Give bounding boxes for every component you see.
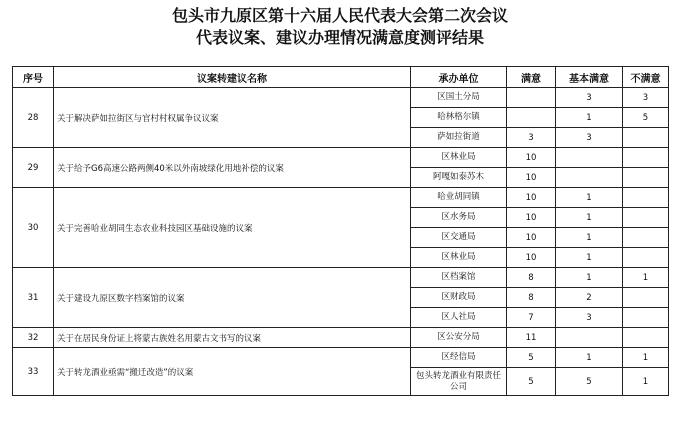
unsatisfied-count: 1: [623, 368, 669, 396]
satisfied-count: 5: [507, 368, 556, 396]
handling-unit: 区档案馆: [411, 268, 507, 288]
satisfied-count: 8: [507, 288, 556, 308]
handling-unit: 哈业胡同镇: [411, 188, 507, 208]
page-title-line2: 代表议案、建议办理情况满意度测评结果: [195, 28, 484, 47]
satisfied-count: [507, 88, 556, 108]
satisfied-count: [507, 108, 556, 128]
unsatisfied-count: [623, 288, 669, 308]
basic-count: 1: [556, 268, 623, 288]
basic-count: 3: [556, 88, 623, 108]
table-row: [13, 88, 669, 108]
proposal-name: 关于解决萨如拉街区与官村村权属争议议案: [54, 88, 411, 148]
satisfied-count: 10: [507, 148, 556, 168]
satisfied-count: 3: [507, 128, 556, 148]
handling-unit: 萨如拉街道: [411, 128, 507, 148]
table-row: [13, 268, 669, 288]
handling-unit: 区公安分局: [411, 328, 507, 348]
basic-count: 1: [556, 208, 623, 228]
handling-unit: 哈林格尔镇: [411, 108, 507, 128]
unsatisfied-count: [623, 228, 669, 248]
row-number: 31: [13, 268, 54, 328]
table-header-row: [13, 67, 669, 88]
page-title-line1: 包头市九原区第十六届人民代表大会第二次会议: [171, 6, 508, 25]
table-row: [13, 328, 669, 348]
proposal-name: 关于建设九原区数字档案馆的议案: [54, 268, 411, 328]
header-satisfied: 满意: [507, 67, 556, 88]
basic-count: 5: [556, 368, 623, 396]
table-row: [13, 348, 669, 368]
basic-count: 1: [556, 228, 623, 248]
satisfied-count: 10: [507, 188, 556, 208]
handling-unit: 区人社局: [411, 308, 507, 328]
satisfied-count: 7: [507, 308, 556, 328]
proposal-name: 关于完善哈业胡同生态农业科技园区基础设施的议案: [54, 188, 411, 268]
satisfied-count: 8: [507, 268, 556, 288]
proposal-name: 关于给予G6高速公路两侧40米以外南坡绿化用地补偿的议案: [54, 148, 411, 188]
basic-count: 1: [556, 188, 623, 208]
unsatisfied-count: [623, 248, 669, 268]
handling-unit: 区经信局: [411, 348, 507, 368]
handling-unit: 区财政局: [411, 288, 507, 308]
row-number: 30: [13, 188, 54, 268]
satisfaction-table: [12, 66, 669, 396]
basic-count: 3: [556, 128, 623, 148]
handling-unit: 区国土分局: [411, 88, 507, 108]
basic-count: [556, 148, 623, 168]
table-row: [13, 188, 669, 208]
header-unit: 承办单位: [411, 67, 507, 88]
header-name: 议案转建议名称: [54, 67, 411, 88]
handling-unit: 区交通局: [411, 228, 507, 248]
basic-count: 1: [556, 108, 623, 128]
header-basic: 基本满意: [556, 67, 623, 88]
unsatisfied-count: [623, 188, 669, 208]
basic-count: 1: [556, 348, 623, 368]
unsatisfied-count: 1: [623, 348, 669, 368]
handling-unit: 区水务局: [411, 208, 507, 228]
unsatisfied-count: 5: [623, 108, 669, 128]
satisfied-count: 10: [507, 248, 556, 268]
proposal-name: 关于在居民身份证上将蒙古族姓名用蒙古文书写的议案: [54, 328, 411, 348]
satisfied-count: 10: [507, 228, 556, 248]
header-unsatisfied: 不满意: [623, 67, 669, 88]
handling-unit: 阿嘎如泰苏木: [411, 168, 507, 188]
unsatisfied-count: 3: [623, 88, 669, 108]
unsatisfied-count: [623, 208, 669, 228]
unsatisfied-count: [623, 148, 669, 168]
basic-count: 2: [556, 288, 623, 308]
basic-count: [556, 328, 623, 348]
handling-unit: 包头转龙酒业有限责任公司: [411, 368, 507, 396]
table-row: [13, 148, 669, 168]
header-no: 序号: [13, 67, 54, 88]
row-number: 28: [13, 88, 54, 148]
satisfied-count: 5: [507, 348, 556, 368]
row-number: 33: [13, 348, 54, 396]
handling-unit: 区林业局: [411, 148, 507, 168]
unsatisfied-count: 1: [623, 268, 669, 288]
unsatisfied-count: [623, 328, 669, 348]
basic-count: 3: [556, 308, 623, 328]
table-body: [13, 88, 669, 396]
satisfied-count: 11: [507, 328, 556, 348]
unsatisfied-count: [623, 308, 669, 328]
unsatisfied-count: [623, 168, 669, 188]
satisfied-count: 10: [507, 168, 556, 188]
proposal-name: 关于转龙酒业亟需“搬迁改造”的议案: [54, 348, 411, 396]
unsatisfied-count: [623, 128, 669, 148]
satisfied-count: 10: [507, 208, 556, 228]
basic-count: [556, 168, 623, 188]
basic-count: 1: [556, 248, 623, 268]
handling-unit: 区林业局: [411, 248, 507, 268]
row-number: 32: [13, 328, 54, 348]
row-number: 29: [13, 148, 54, 188]
